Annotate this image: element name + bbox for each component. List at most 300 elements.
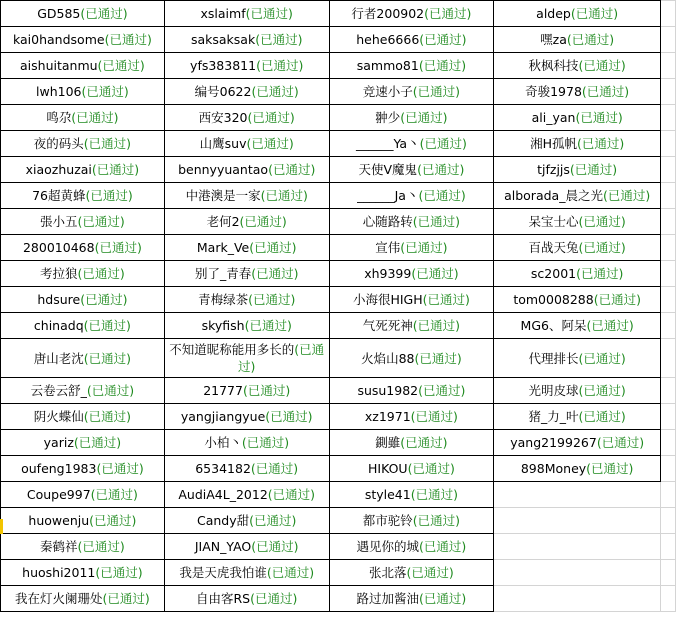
user-cell: [494, 1, 661, 27]
status-label: (已通过): [410, 409, 458, 424]
user-cell: [329, 313, 494, 339]
username: Candy甜: [196, 513, 250, 528]
username: 张北落: [369, 565, 407, 580]
status-label: (已通过): [244, 318, 292, 333]
username: 唐山老沈: [33, 350, 84, 366]
user-cell: [329, 209, 494, 235]
status-label: (已通过): [400, 240, 448, 255]
user-cell: [329, 79, 494, 105]
status-label: (已通过): [400, 110, 448, 125]
username: yangjiangyue: [180, 409, 266, 424]
user-cell: [1, 508, 165, 534]
table-row: [1, 235, 676, 261]
table-body: [1, 1, 676, 612]
user-cell: [494, 105, 661, 131]
status-label: (已通过): [414, 350, 462, 366]
status-label: (已通过): [238, 342, 325, 374]
user-cell: [329, 183, 494, 209]
username: 竞速小子: [362, 84, 413, 99]
status-label: (已通过): [578, 350, 626, 366]
user-cell: [494, 261, 661, 287]
status-label: (已通过): [593, 292, 641, 307]
status-label: (已通过): [250, 591, 298, 606]
empty-cell: [661, 378, 676, 404]
table-row: [1, 105, 676, 131]
user-cell: [164, 53, 329, 79]
user-cell: [494, 339, 661, 378]
empty-cell: [494, 508, 661, 534]
user-cell: [1, 209, 165, 235]
user-cell: [494, 157, 661, 183]
table-row: [1, 79, 676, 105]
username: 遇见你的城: [356, 539, 420, 554]
table-row: [1, 430, 676, 456]
status-label: (已通过): [77, 266, 125, 281]
status-label: (已通过): [602, 188, 651, 203]
username: 翀少: [375, 110, 401, 125]
status-label: (已通过): [255, 32, 303, 47]
empty-cell: [494, 560, 661, 586]
username: 老何2: [206, 214, 240, 229]
empty-cell: [661, 261, 676, 287]
user-cell: [164, 209, 329, 235]
username: 秋枫科技: [528, 58, 579, 73]
status-label: (已通过): [251, 84, 299, 99]
username: 火焰山88: [361, 350, 415, 366]
user-cell: [164, 1, 329, 27]
user-cell: [329, 53, 494, 79]
user-cell: [494, 378, 661, 404]
user-cell: [329, 456, 494, 482]
status-label: (已通过): [246, 136, 294, 151]
status-label: (已通过): [73, 435, 122, 450]
status-label: (已通过): [83, 318, 131, 333]
user-cell: [1, 79, 165, 105]
status-label: (已通过): [250, 461, 299, 476]
status-label: (已通过): [410, 487, 458, 502]
user-cell: [164, 560, 329, 586]
user-cell: [1, 27, 165, 53]
status-label: (已通过): [586, 318, 634, 333]
username: 代理排长: [528, 350, 579, 366]
user-cell: [494, 287, 661, 313]
status-label: (已通过): [91, 162, 140, 177]
empty-cell: [661, 313, 676, 339]
user-cell: [1, 261, 165, 287]
user-cell: [164, 339, 329, 378]
username: tjfzjjs: [537, 162, 570, 177]
status-label: (已通过): [267, 487, 316, 502]
table-row: [1, 482, 676, 508]
username: xslaimf: [200, 6, 246, 21]
username: lwh106: [36, 84, 82, 99]
user-cell: [164, 183, 329, 209]
username: 嘿za: [540, 32, 567, 47]
status-label: (已通过): [77, 539, 125, 554]
user-cell: [1, 183, 165, 209]
user-cell: [329, 560, 494, 586]
user-cell: [329, 482, 494, 508]
status-label: (已通过): [569, 162, 618, 177]
username: tom0008288: [513, 292, 594, 307]
username: saksaksak: [190, 32, 256, 47]
username: 光明皮球: [528, 383, 579, 398]
user-cell: [164, 79, 329, 105]
username: 奇骏1978: [525, 84, 582, 99]
username: Coupe997: [26, 487, 91, 502]
username: 呆宝士心: [528, 214, 579, 229]
table-row: [1, 456, 676, 482]
table-row: [1, 339, 676, 378]
status-label: (已通过): [418, 58, 467, 73]
username: 自由客RS: [196, 591, 251, 606]
username: 编号0622: [194, 84, 252, 99]
empty-cell: [661, 235, 676, 261]
user-cell: [329, 235, 494, 261]
username: 西安320: [198, 110, 248, 125]
username: xiaozhuzai: [25, 162, 92, 177]
status-label: (已通过): [419, 539, 467, 554]
status-label: (已通过): [596, 435, 645, 450]
status-label: (已通过): [89, 513, 137, 528]
user-cell: [329, 586, 494, 612]
user-cell: [1, 560, 165, 586]
user-cell: [164, 482, 329, 508]
user-cell: [164, 105, 329, 131]
status-label: (已通过): [412, 84, 461, 99]
user-cell: [329, 27, 494, 53]
table-row: [1, 53, 676, 79]
empty-cell: [661, 560, 676, 586]
status-label: (已通过): [268, 162, 316, 177]
user-cell: [164, 235, 329, 261]
username: 青梅绿茶: [198, 292, 249, 307]
status-label: (已通过): [80, 292, 128, 307]
status-label: (已通过): [570, 6, 619, 21]
user-cell: [164, 534, 329, 560]
user-cell: [1, 287, 165, 313]
username: 小海很HIGH: [352, 292, 423, 307]
table-row: [1, 378, 676, 404]
user-cell: [164, 378, 329, 404]
empty-cell: [661, 53, 676, 79]
empty-cell: [661, 404, 676, 430]
table-row: [1, 209, 676, 235]
username: chinadq: [33, 318, 84, 333]
status-label: (已通过): [424, 6, 472, 21]
status-label: (已通过): [80, 6, 128, 21]
table-row: [1, 508, 676, 534]
status-label: (已通过): [578, 383, 626, 398]
username: 夜的码头: [33, 136, 84, 151]
username: aldep: [536, 6, 571, 21]
username: ______Ya丶: [355, 136, 420, 151]
empty-cell: [494, 534, 661, 560]
status-label: (已通过): [575, 110, 623, 125]
table-row: [1, 183, 676, 209]
user-cell: [329, 1, 494, 27]
status-label: (已通过): [83, 350, 132, 366]
username: 阴火蝶仙: [33, 409, 84, 424]
empty-cell: [661, 209, 676, 235]
username: hehe6666: [356, 32, 420, 47]
username: skyfish: [201, 318, 245, 333]
user-cell: [494, 456, 661, 482]
status-label: (已通过): [248, 292, 296, 307]
username: 鸣尕: [46, 110, 72, 125]
user-cell: [1, 378, 165, 404]
username: yariz: [43, 435, 74, 450]
user-cell: [494, 53, 661, 79]
status-label: (已通过): [245, 6, 293, 21]
status-label: (已通过): [586, 461, 634, 476]
user-cell: [164, 27, 329, 53]
username: alborada_晨之光: [504, 188, 603, 203]
username: 我在灯火阑珊处: [15, 591, 103, 606]
table-row: [1, 27, 676, 53]
status-label: (已通过): [578, 409, 626, 424]
username: 小柏丶: [204, 435, 242, 450]
user-cell: [164, 313, 329, 339]
empty-cell: [661, 1, 676, 27]
empty-cell: [661, 105, 676, 131]
user-cell: [494, 183, 661, 209]
user-cell: [329, 287, 494, 313]
empty-cell: [661, 183, 676, 209]
empty-cell: [494, 482, 661, 508]
status-label: (已通过): [419, 591, 467, 606]
status-label: (已通过): [247, 110, 295, 125]
user-cell: [1, 482, 165, 508]
user-cell: [164, 456, 329, 482]
status-label: (已通过): [90, 487, 138, 502]
status-label: (已通过): [422, 292, 470, 307]
status-label: (已通过): [251, 266, 299, 281]
status-label: (已通过): [260, 188, 308, 203]
empty-cell: [661, 482, 676, 508]
user-cell: [494, 313, 661, 339]
status-label: (已通过): [86, 383, 135, 398]
table-row: [1, 261, 676, 287]
status-label: (已通过): [412, 513, 461, 528]
user-cell: [329, 430, 494, 456]
user-cell: [164, 508, 329, 534]
status-label: (已通过): [104, 32, 152, 47]
user-cell: [164, 261, 329, 287]
username: style41: [364, 487, 411, 502]
username: 898Money: [520, 461, 587, 476]
user-cell: [164, 586, 329, 612]
user-cell: [1, 404, 165, 430]
user-cell: [1, 53, 165, 79]
status-label: (已通过): [97, 58, 145, 73]
user-cell: [329, 131, 494, 157]
status-label: (已通过): [406, 565, 454, 580]
username: 行者200902: [351, 6, 425, 21]
status-label: (已通过): [71, 110, 119, 125]
user-cell: [1, 430, 165, 456]
user-cell: [164, 157, 329, 183]
username: ______Ja丶: [357, 188, 419, 203]
status-label: (已通过): [81, 84, 129, 99]
user-cell: [494, 131, 661, 157]
empty-cell: [661, 456, 676, 482]
username: 天使V魔鬼: [358, 162, 418, 177]
user-cell: [164, 287, 329, 313]
status-label: (已通过): [249, 513, 297, 528]
status-label: (已通过): [95, 565, 143, 580]
user-cell: [494, 430, 661, 456]
user-cell: [1, 339, 165, 378]
username: AudiA4L_2012: [178, 487, 268, 502]
table-row: [1, 287, 676, 313]
row-marker: [0, 519, 3, 534]
user-cell: [1, 313, 165, 339]
status-label: (已通过): [241, 435, 290, 450]
username: 心随路转: [362, 214, 413, 229]
table-row: [1, 1, 676, 27]
empty-cell: [661, 430, 676, 456]
user-cell: [164, 430, 329, 456]
status-label: (已通过): [578, 214, 626, 229]
username: 路过加酱油: [356, 591, 420, 606]
empty-cell: [661, 79, 676, 105]
user-cell: [494, 209, 661, 235]
user-cell: [329, 339, 494, 378]
username: hdsure: [37, 292, 81, 307]
status-label: (已通过): [94, 240, 142, 255]
user-cell: [329, 157, 494, 183]
username: 百战天兔: [528, 240, 579, 255]
username: huoshi2011: [22, 565, 96, 580]
user-cell: [494, 27, 661, 53]
status-label: (已通过): [407, 461, 455, 476]
empty-cell: [661, 157, 676, 183]
status-label: (已通过): [83, 136, 132, 151]
status-label: (已通过): [249, 240, 297, 255]
username: ali_yan: [531, 110, 576, 125]
username: GD585: [37, 6, 81, 21]
username: 气死死神: [362, 318, 413, 333]
user-cell: [1, 235, 165, 261]
user-cell: [329, 508, 494, 534]
user-cell: [164, 404, 329, 430]
empty-cell: [661, 287, 676, 313]
username: sc2001: [530, 266, 577, 281]
user-cell: [329, 261, 494, 287]
table-row: [1, 313, 676, 339]
username: xh9399: [364, 266, 412, 281]
status-label: (已通过): [83, 409, 132, 424]
username: 猪_力_叶: [528, 409, 579, 424]
status-label: (已通过): [417, 162, 465, 177]
user-cell: [1, 456, 165, 482]
username: 280010468: [22, 240, 95, 255]
status-label: (已通过): [265, 409, 313, 424]
status-label: (已通过): [412, 318, 461, 333]
user-cell: [1, 586, 165, 612]
username: 6534182: [195, 461, 251, 476]
status-label: (已通过): [400, 435, 448, 450]
username: 宣伟: [375, 240, 401, 255]
user-cell: [1, 534, 165, 560]
username: 不知道昵称能用多长的: [169, 342, 295, 357]
username: 鍘雖: [375, 435, 401, 450]
username: 中港澳是一家: [185, 188, 261, 203]
username: 21777: [203, 383, 243, 398]
status-label: (已通过): [566, 32, 615, 47]
username: susu1982: [357, 383, 419, 398]
status-label: (已通过): [581, 84, 630, 99]
username: 考拉狼: [40, 266, 78, 281]
table-row: [1, 586, 676, 612]
empty-cell: [494, 586, 661, 612]
username: oufeng1983: [21, 461, 97, 476]
username: Mark_Ve: [196, 240, 250, 255]
username: 都市驼铃: [362, 513, 413, 528]
status-label: (已通过): [418, 383, 466, 398]
status-label: (已通过): [411, 266, 459, 281]
status-label: (已通过): [239, 214, 287, 229]
username: bennyyuantao: [178, 162, 269, 177]
user-cell: [329, 404, 494, 430]
username: 76超黄蜂: [32, 188, 86, 203]
username: JIAN_YAO: [194, 539, 252, 554]
user-cell: [1, 105, 165, 131]
status-label: (已通过): [242, 383, 291, 398]
username: 湘H孤帆: [530, 136, 577, 151]
user-cell: [329, 534, 494, 560]
user-cell: [494, 79, 661, 105]
empty-cell: [661, 131, 676, 157]
username: MG6、阿呆: [520, 318, 587, 333]
username: sammo81: [356, 58, 419, 73]
username: huowenju: [28, 513, 90, 528]
user-cell: [164, 131, 329, 157]
username: aishuitanmu: [20, 58, 98, 73]
status-label: (已通过): [77, 214, 125, 229]
status-label: (已通过): [578, 58, 626, 73]
status-label: (已通过): [419, 136, 467, 151]
status-label: (已通过): [102, 591, 150, 606]
user-cell: [1, 131, 165, 157]
username: 山鹰suv: [199, 136, 247, 151]
user-cell: [1, 157, 165, 183]
user-cell: [1, 1, 165, 27]
table-row: [1, 534, 676, 560]
user-cell: [494, 235, 661, 261]
empty-cell: [661, 586, 676, 612]
user-cell: [329, 378, 494, 404]
table-row: [1, 131, 676, 157]
empty-cell: [661, 534, 676, 560]
username: 張小五: [40, 214, 78, 229]
username: 秦鹤祥: [40, 539, 78, 554]
username: HIKOU: [367, 461, 408, 476]
username: yang2199267: [510, 435, 597, 450]
status-label: (已通过): [576, 136, 625, 151]
user-cell: [494, 404, 661, 430]
username: 别了_青春: [194, 266, 252, 281]
table-row: [1, 560, 676, 586]
username: yfs383811: [190, 58, 257, 73]
username: 我是天虎我怕谁: [179, 565, 267, 580]
username: 云卷云舒_: [30, 383, 87, 398]
table-row: [1, 404, 676, 430]
status-label: (已通过): [251, 539, 299, 554]
username: kai0handsome: [12, 32, 105, 47]
status-label: (已通过): [96, 461, 144, 476]
